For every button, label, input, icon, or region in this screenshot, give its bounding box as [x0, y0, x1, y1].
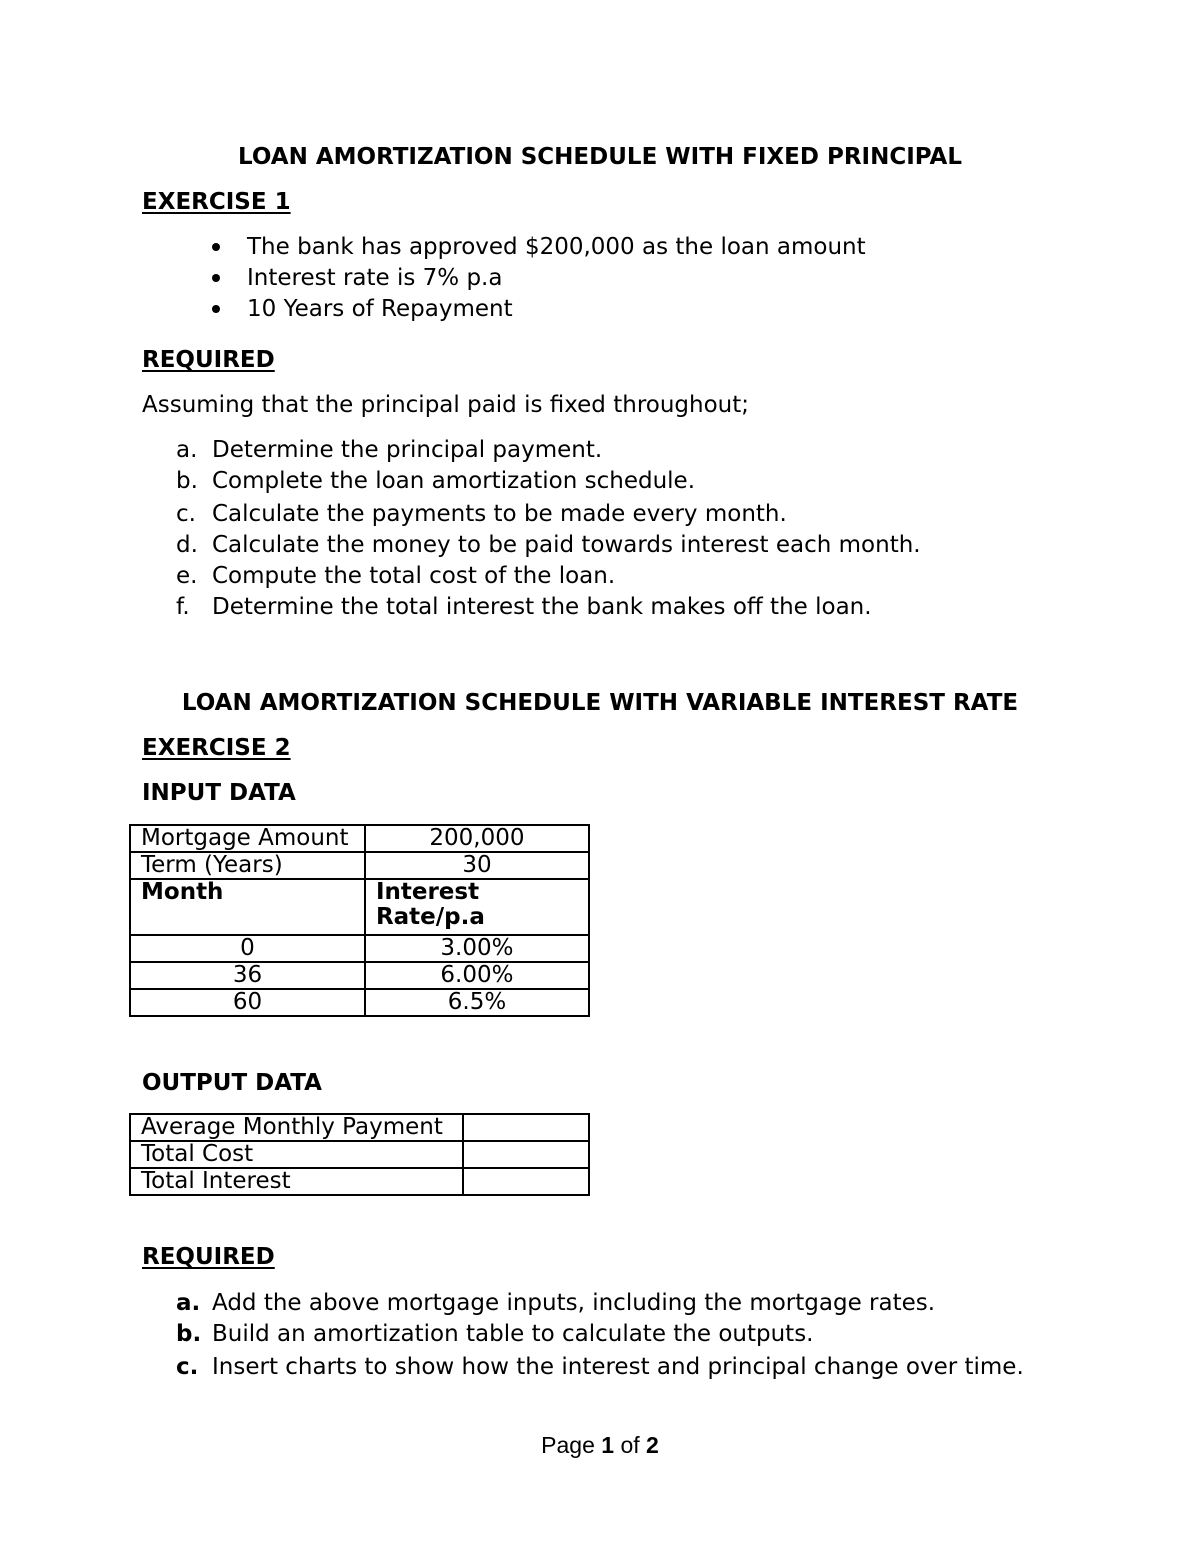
list-item: Build an amortization table to calculate the outputs. [212, 1321, 814, 1347]
average-monthly-payment-value [463, 1114, 589, 1141]
total-page-number: 2 [646, 1432, 659, 1458]
interest-rate-header-line2: Rate/p.a [375, 904, 485, 930]
bullet-icon [212, 274, 220, 282]
total-interest-value [463, 1168, 589, 1195]
term-label: Term (Years) [130, 852, 365, 879]
list-marker: c. [176, 501, 196, 527]
total-cost-label: Total Cost [130, 1141, 463, 1168]
table-row [130, 989, 589, 1016]
output-data-heading: OUTPUT DATA [142, 1070, 322, 1096]
of-word: of [620, 1432, 640, 1458]
list-item: The bank has approved $200,000 as the loan amount [247, 234, 866, 260]
list-marker: b. [176, 1321, 202, 1347]
list-marker: f. [176, 594, 190, 620]
rate-cell: 3.00% [365, 935, 589, 962]
list-marker: e. [176, 563, 198, 589]
exercise-2-heading: EXERCISE 2 [142, 735, 291, 761]
input-data-table [129, 824, 590, 1017]
rate-cell: 6.00% [365, 962, 589, 989]
table-row [130, 852, 589, 879]
table-row [130, 935, 589, 962]
rate-cell: 6.5% [365, 989, 589, 1016]
list-item: Determine the principal payment. [212, 437, 603, 463]
bullet-icon [212, 243, 220, 251]
month-cell: 0 [130, 935, 365, 962]
interest-rate-column-header [365, 879, 589, 935]
list-item: Calculate the payments to be made every month. [212, 501, 787, 527]
exercise-1-required-heading: REQUIRED [142, 347, 275, 373]
month-cell: 36 [130, 962, 365, 989]
table-row [130, 1168, 589, 1195]
mortgage-amount-value: 200,000 [365, 825, 589, 852]
total-cost-value [463, 1141, 589, 1168]
exercise-2-required-heading: REQUIRED [142, 1244, 275, 1270]
current-page-number: 1 [601, 1432, 615, 1458]
month-column-header: Month [130, 879, 365, 935]
input-data-heading: INPUT DATA [142, 780, 296, 806]
list-item: 10 Years of Repayment [247, 296, 513, 322]
list-marker: a. [176, 1290, 201, 1316]
page-title-variable-rate: LOAN AMORTIZATION SCHEDULE WITH VARIABLE INTEREST RATE [181, 690, 1019, 716]
exercise-1-heading: EXERCISE 1 [142, 189, 291, 215]
output-data-table [129, 1113, 590, 1196]
list-item: Insert charts to show how the interest and principal change over time. [212, 1354, 1024, 1380]
list-marker: b. [176, 468, 198, 494]
table-row [130, 962, 589, 989]
table-header-row [130, 879, 589, 935]
list-item: Interest rate is 7% p.a [247, 265, 503, 291]
list-marker: d. [176, 532, 198, 558]
list-item: Calculate the money to be paid towards interest each month. [212, 532, 921, 558]
average-monthly-payment-label: Average Monthly Payment [130, 1114, 463, 1141]
term-value: 30 [365, 852, 589, 879]
mortgage-amount-label: Mortgage Amount [130, 825, 365, 852]
list-marker: a. [176, 437, 198, 463]
table-row [130, 1114, 589, 1141]
exercise-1-intro: Assuming that the principal paid is fixed throughout; [142, 392, 750, 418]
total-interest-label: Total Interest [130, 1168, 463, 1195]
list-marker: c. [176, 1354, 199, 1380]
table-row [130, 1141, 589, 1168]
list-item: Determine the total interest the bank makes off the loan. [212, 594, 872, 620]
month-cell: 60 [130, 989, 365, 1016]
list-item: Add the above mortgage inputs, including the mortgage rates. [212, 1290, 936, 1316]
table-row [130, 825, 589, 852]
page-number-footer [0, 1434, 1200, 1457]
list-item: Complete the loan amortization schedule. [212, 468, 696, 494]
list-item: Compute the total cost of the loan. [212, 563, 616, 589]
interest-rate-header-line1: Interest [375, 879, 480, 905]
page-word: Page [541, 1432, 595, 1458]
page-title-fixed-principal: LOAN AMORTIZATION SCHEDULE WITH FIXED PRINCIPAL [238, 144, 962, 170]
bullet-icon [212, 305, 220, 313]
